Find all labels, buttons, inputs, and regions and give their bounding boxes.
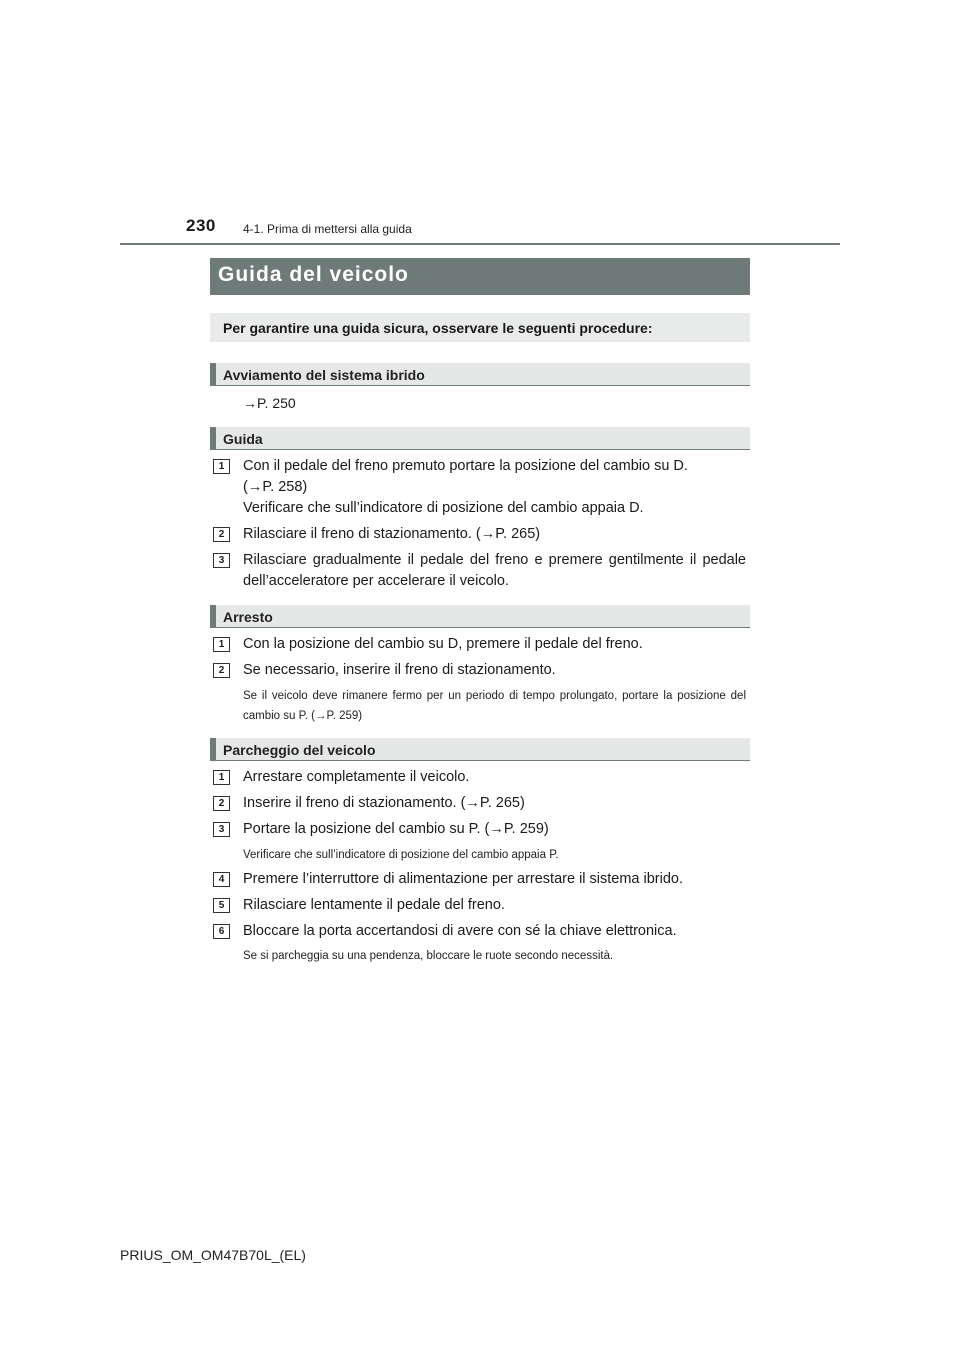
step-text-line: Con il pedale del freno premuto portare la posizione del cambio su D.: [243, 458, 688, 474]
step-number: 2: [213, 527, 230, 542]
note-text: Se il veicolo deve rimanere fermo per un periodo di tempo prolungato, portare la posizione del cambio su P. (→P. 259): [243, 690, 746, 722]
note-text: Se si parcheggia su una pendenza, bloccare le ruote secondo necessità.: [243, 950, 614, 962]
section-heading-stop: Arresto: [210, 605, 750, 628]
page-title: Guida del veicolo: [210, 258, 750, 295]
step-number: 2: [213, 796, 230, 811]
start-reference-link[interactable]: →P. 250: [243, 395, 296, 411]
step-number: 1: [213, 637, 230, 652]
section-path: 4-1. Prima di mettersi alla guida: [243, 222, 412, 236]
step-text: Inserire il freno di stazionamento. (→P. 265): [243, 795, 525, 811]
footer-doc-code: PRIUS_OM_OM47B70L_(EL): [120, 1247, 306, 1263]
step-text: Rilasciare lentamente il pedale del freno.: [243, 897, 505, 913]
step-number: 5: [213, 898, 230, 913]
step-number: 3: [213, 553, 230, 568]
step-text: Rilasciare gradualmente il pedale del freno e premere gentilmente il pedale dell’acceleratore per accelerare il veicolo.: [243, 552, 746, 589]
step-text: Rilasciare il freno di stazionamento. (→P. 265): [243, 526, 541, 542]
step-text: Portare la posizione del cambio su P. (→P. 259): [243, 821, 549, 837]
section-heading-park: Parcheggio del veicolo: [210, 738, 750, 761]
step-number: 1: [213, 459, 230, 474]
step-text-line: Verificare che sull’indicatore di posizione del cambio appaia D.: [243, 500, 644, 516]
step-number: 4: [213, 872, 230, 887]
section-heading-drive: Guida: [210, 427, 750, 450]
step-text: [243, 456, 746, 519]
section-heading-start: Avviamento del sistema ibrido: [210, 363, 750, 386]
page-number: 230: [186, 216, 216, 235]
step-text: Con la posizione del cambio su D, premere il pedale del freno.: [243, 636, 643, 652]
step-text: Arrestare completamente il veicolo.: [243, 769, 470, 785]
step-number: 2: [213, 663, 230, 678]
step-text-ref[interactable]: (→P. 258): [243, 479, 308, 495]
header-rule: [120, 243, 840, 245]
step-number: 1: [213, 770, 230, 785]
step-number: 6: [213, 924, 230, 939]
intro-box: Per garantire una guida sicura, osservare le seguenti procedure:: [210, 313, 750, 342]
step-text: Se necessario, inserire il freno di stazionamento.: [243, 662, 556, 678]
step-text: Premere l’interruttore di alimentazione per arrestare il sistema ibrido.: [243, 871, 684, 887]
note-text: Verificare che sull’indicatore di posizione del cambio appaia P.: [243, 849, 559, 861]
step-number: 3: [213, 822, 230, 837]
step-text: Bloccare la porta accertandosi di avere con sé la chiave elettronica.: [243, 923, 677, 939]
